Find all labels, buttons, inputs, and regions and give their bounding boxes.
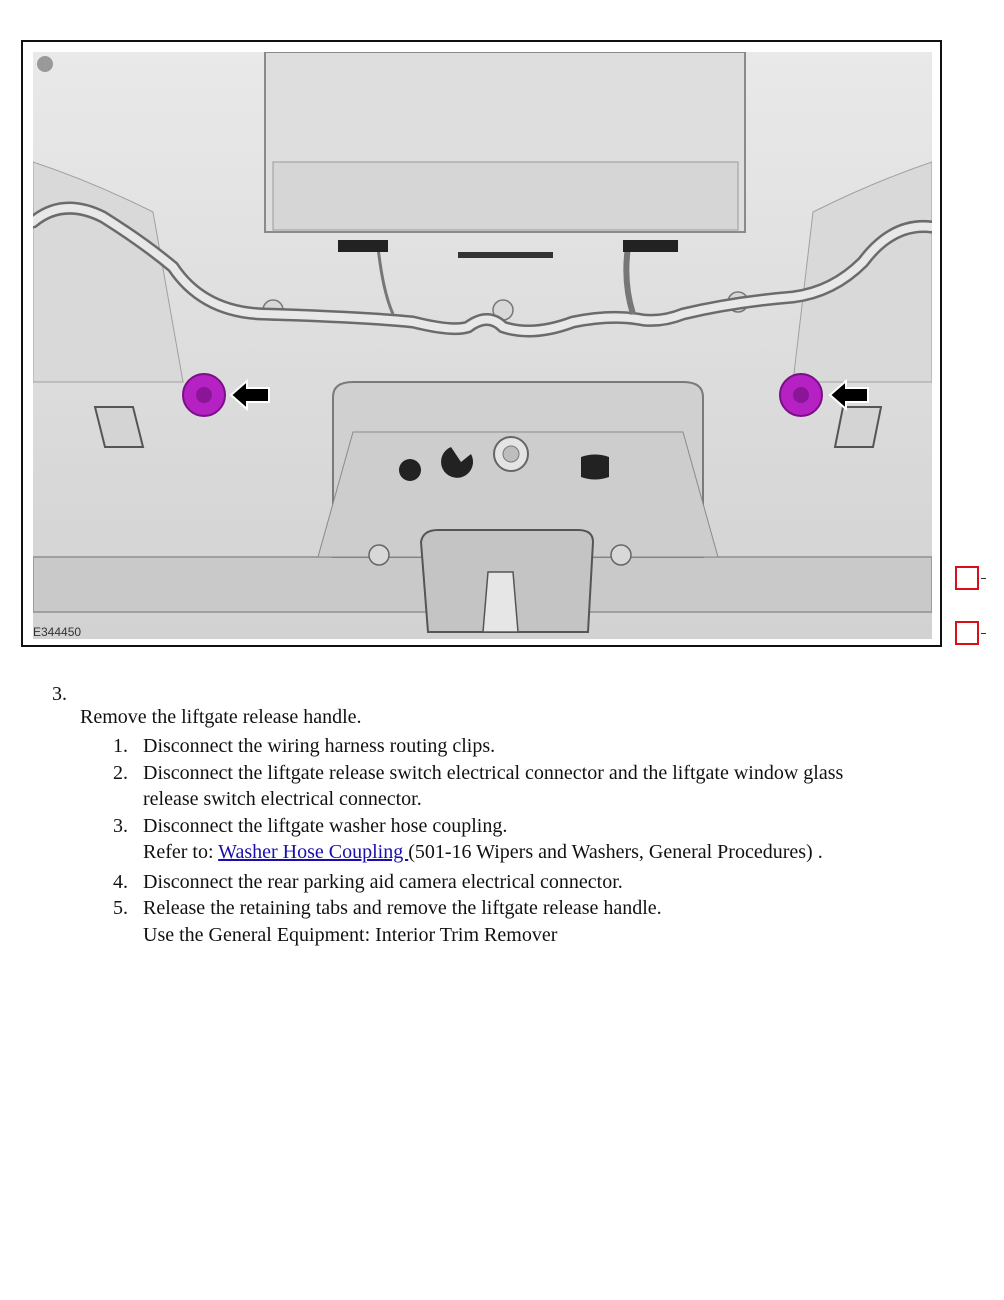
panel-bolt [611,545,631,565]
substep-number: 2. [113,761,128,784]
washer-hose-coupling-link[interactable]: Washer Hose Coupling [218,841,409,863]
substep-text: release switch electrical connector. [143,788,422,810]
reference-line [143,839,973,866]
marker-box[interactable] [955,566,979,590]
substep-text: Disconnect the liftgate release switch electrical connector and the liftgate window glass [143,761,844,784]
substep [113,869,973,896]
substep-number: 3. [113,814,128,837]
reference-suffix: (501-16 Wipers and Washers, General Procedures) . [408,841,823,863]
substep-number: 4. [113,870,128,893]
marker-tail [981,633,986,634]
clip-center [793,387,809,403]
side-tab [835,407,881,447]
substep [113,760,973,813]
marker-box[interactable] [955,621,979,645]
figure-id-label: E344450 [33,625,82,639]
procedure-figure [21,40,942,647]
clip-center [196,387,212,403]
substep-text: Disconnect the rear parking aid camera electrical connector. [143,870,623,893]
corner-fastener [37,56,53,72]
reference-prefix: Refer to: [143,841,219,863]
substep-text: Use the General Equipment: Interior Trim Remover [143,923,558,946]
panel-slot [581,455,609,480]
connector [623,240,678,252]
panel-bolt [369,545,389,565]
liftgate-illustration [33,52,932,639]
substep [113,813,973,866]
substep-text: Disconnect the wiring harness routing clips. [143,735,496,757]
substep-number: 5. [113,897,128,919]
substep-text: Release the retaining tabs and remove the liftgate release handle. [143,897,662,919]
panel-hole [399,459,421,481]
step-number: 3. [52,683,67,705]
substep [113,895,973,948]
substep [113,733,973,760]
step-title: Remove the liftgate release handle. [80,706,362,728]
connector [338,240,388,252]
substep-text: Disconnect the liftgate washer hose coupling. [143,814,508,837]
handle-clip [483,572,518,632]
substep-list [113,733,973,948]
housing-face [273,162,738,230]
marker-tail [981,578,986,579]
center-bolt-head [503,446,519,462]
housing-seam [458,252,553,258]
substep-number: 1. [113,735,128,757]
